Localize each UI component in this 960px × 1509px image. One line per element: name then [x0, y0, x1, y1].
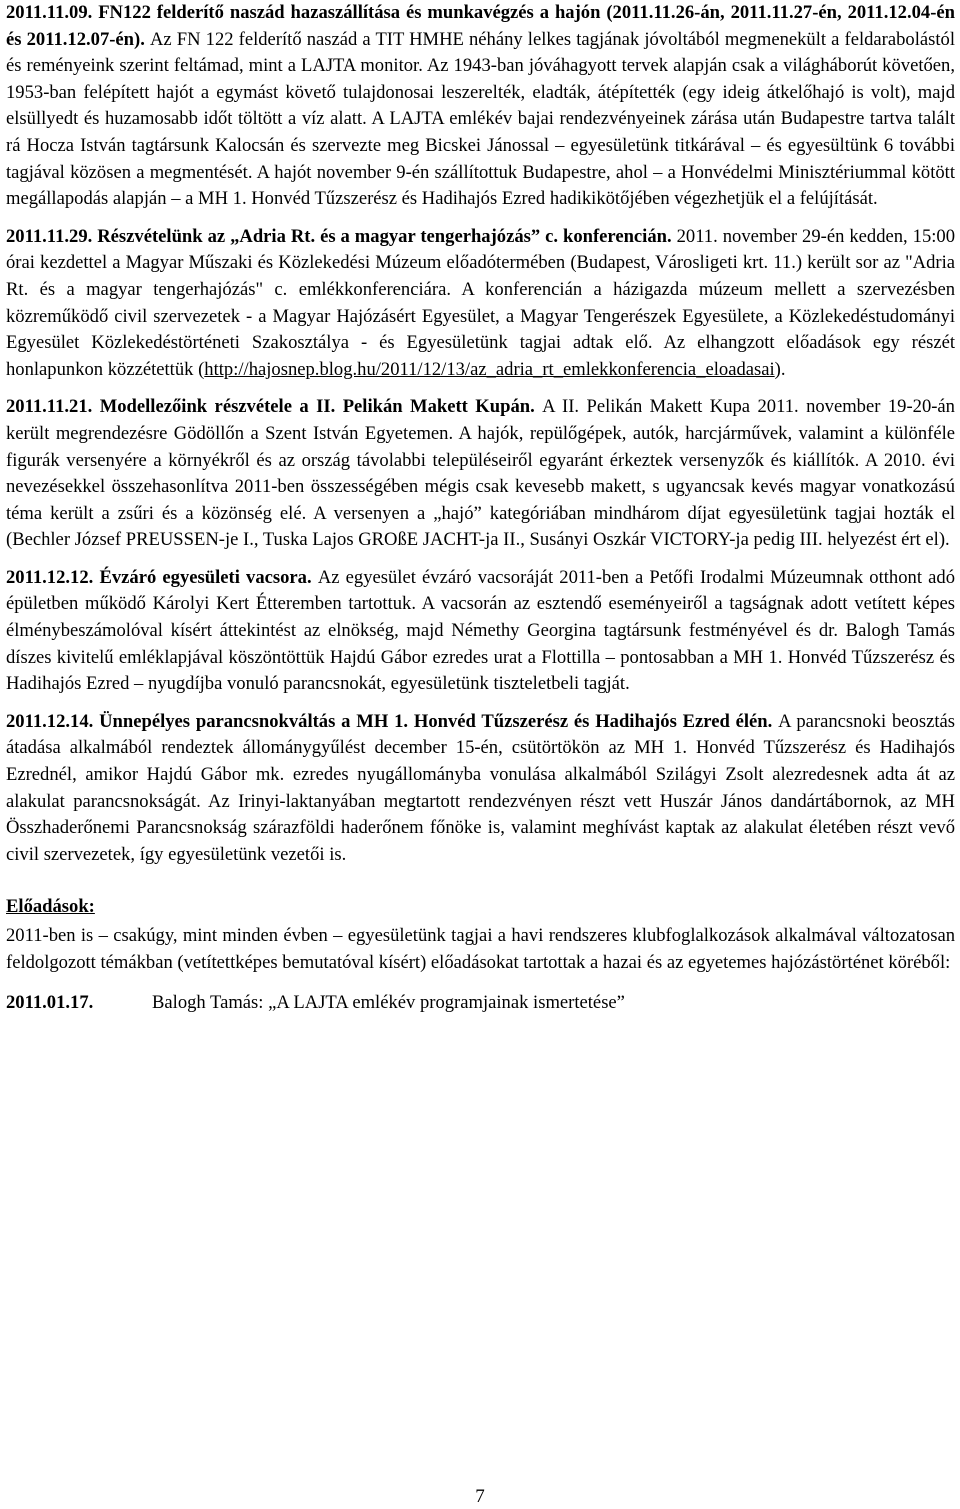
lectures-heading: Előadások: [6, 896, 95, 918]
entry-body: Az FN 122 felderítő naszád a TIT HMHE néhány lelkes tagjának jóvoltából megmenekült a feldarabolástól és reményeink szerint feltámad, mint a LAJTA monitor. Az 1943-ban jóváhagyott tervek alapján csak a világháborút követően, 1953-ban felépített hajót a egymást követő tulajdonosai leszerelték, eladták, átépítették (egy ideig átkelőhajó is volt), majd elsüllyedt és huzamosabb időt töltött a víz alatt. A LAJTA emlékév bajai rendezvényeinek zárása után Budapestre tartva talált rá Hocza István tagtársunk Kalocsán és szervezte meg Bicskei Jánossal – egyesületünk titkárával – és egyesültünk 6 további tagjával közösen a megmentését. A hajót november 9-én szállítottuk Budapestre, ahol – a Honvédelmi Minisztériummal kötött megállapodás alapján – a MH 1. Honvéd Tűzszerész és Hadihajós Ezred hadikikötőjében végezhetjük el a felújítását. [6, 28, 956, 210]
entry-body-end: ). [774, 358, 786, 380]
lecture-text: Balogh Tamás: „A LAJTA emlékév programjainak ismertetése” [152, 992, 625, 1014]
entry-title: Évzáró egyesületi vacsora. [99, 566, 318, 588]
entry-command-change [6, 709, 955, 869]
entry-fn122 [6, 0, 955, 213]
page-number: 7 [475, 1486, 485, 1507]
lecture-date: 2011.01.17. [6, 992, 94, 1014]
entry-title: Ünnepélyes parancsnokváltás a MH 1. Honvéd Tűzszerész és Hadihajós Ezred élén. [99, 710, 779, 732]
entry-dinner [6, 565, 955, 698]
entry-date: 2011.11.21. [6, 396, 100, 418]
entry-body: A II. Pelikán Makett Kupa 2011. november 19-20-án került megrendezésre Gödöllőn a Szent István Egyetemen. A hajók, repülőgépek, autók, harcjárművek, valamint a különféle figurák versenyére a környékről és az ország távolabbi településeiről egyaránt érkeztek versenyzők és kiállítók. A 2010. évi nevezésekkel összehasonlítva 2011-ben összességében mégis csak kevesebb makett, s ugyancsak kevés magyar vonatkozású téma került a zsűri és a közönség elé. A versenyen a „hajó” kategóriában mindhárom díjat egyesületünk tagjai hozták el (Bechler József PREUSSEN-je I., Tuska Lajos GROßE JACHT-ja II., Susányi Oszkár VICTORY-ja pedig III. helyezést ért el). [6, 396, 955, 551]
lectures-intro: 2011-ben is – csakúgy, mint minden évben – egyesületünk tagjai a havi rendszeres klubfoglalkozások alkalmával változatosan feldolgozott témákban (vetítettképes bemutatóval kísért) előadásokat tartottak a hazai és az egyetemes hajózástörténet köréből: [6, 925, 955, 973]
entry-date: 2011.12.12. [6, 566, 100, 588]
entry-date: 2011.11.29. [6, 225, 98, 247]
document-page [6, 0, 955, 1017]
entry-adria-conference [6, 224, 955, 384]
entry-title: Modellezőink részvétele a II. Pelikán Makett Kupán. [99, 396, 543, 418]
entry-date: 2011.12.14. [6, 710, 100, 732]
lecture-item [6, 990, 955, 1017]
entry-body: Az egyesület évzáró vacsoráját 2011-ben a Petőfi Irodalmi Múzeumnak otthont adó épületben működő Károlyi Kert Étteremben tartottuk. A vacsorán az esztendő eseményeiről a tagságnak adott vetített képes élménybeszámolóval kísért áttekintést az elnökség, majd Némethy Georgina tagtársunk festményével és dr. Balogh Tamás díszes kivitelű emléklapjával köszöntöttük Hajdú Gábor ezredes urat a Flottilla – pontosabban a MH 1. Honvéd Tűzszerész és Hadihajós Ezred – nyugdíjba vonuló parancsnokát, egyesületünk tiszteletbeli tagját. [6, 566, 955, 695]
blog-link[interactable]: http://hajosnep.blog.hu/2011/12/13/az_adria_rt_emlekkonferencia_eloadasai [204, 358, 775, 380]
entry-body: 2011. november 29-én kedden, 15:00 órai kezdettel a Magyar Műszaki és Közlekedési Múzeum előadótermében (Budapest, Városligeti krt. 11.) került sor az "Adria Rt. és a magyar tengerhajózás" c. emlékkonferenciára. A konferencián a házigazda múzeum mellett a szervezésben közreműködő civil szervezetek - a Magyar Hajózásért Egyesület, a Magyar Tengerészek Egyesülete, a Közlekedéstudományi Egyesület Közlekedéstörténeti Szakosztálya - és Egyesületünk tagjai adtak elő. Az elhangzott előadások egy részét honlapunkon közzétettük ( [6, 225, 956, 380]
entry-date: 2011.11.09. [6, 2, 99, 23]
entry-title: Részvételünk az „Adria Rt. és a magyar tengerhajózás” c. konferencián. [97, 225, 677, 247]
entry-pelikan-cup [6, 394, 955, 554]
entry-body: A parancsnoki beosztás átadása alkalmából rendeztek állománygyűlést december 15-én, csütörtökön az MH 1. Honvéd Tűzszerész és Hadihajós Ezrednél, amikor Hajdú Gábor mk. ezredes nyugállományba vonulása alkalmából Szilágyi Zsolt alezredesnek adta át az alakulat parancsnokságát. Az Irinyi-laktanyában megtartott rendezvényen részt vett Huszár János dandártábornok, az MH Összhaderőnemi Parancsnokság szárazföldi haderőnem főnöke is, valamint meghívást kaptak az alakulat életében részt vevő civil szervezetek, így egyesületünk vezetői is. [6, 710, 955, 865]
entry-title: FN122 felderítő naszád hazaszállítása és munkavégzés a hajón (2011.11.26-án, 2011.11.27-én, 2011.12.04-én és 2011.12.07-én). [6, 2, 955, 50]
